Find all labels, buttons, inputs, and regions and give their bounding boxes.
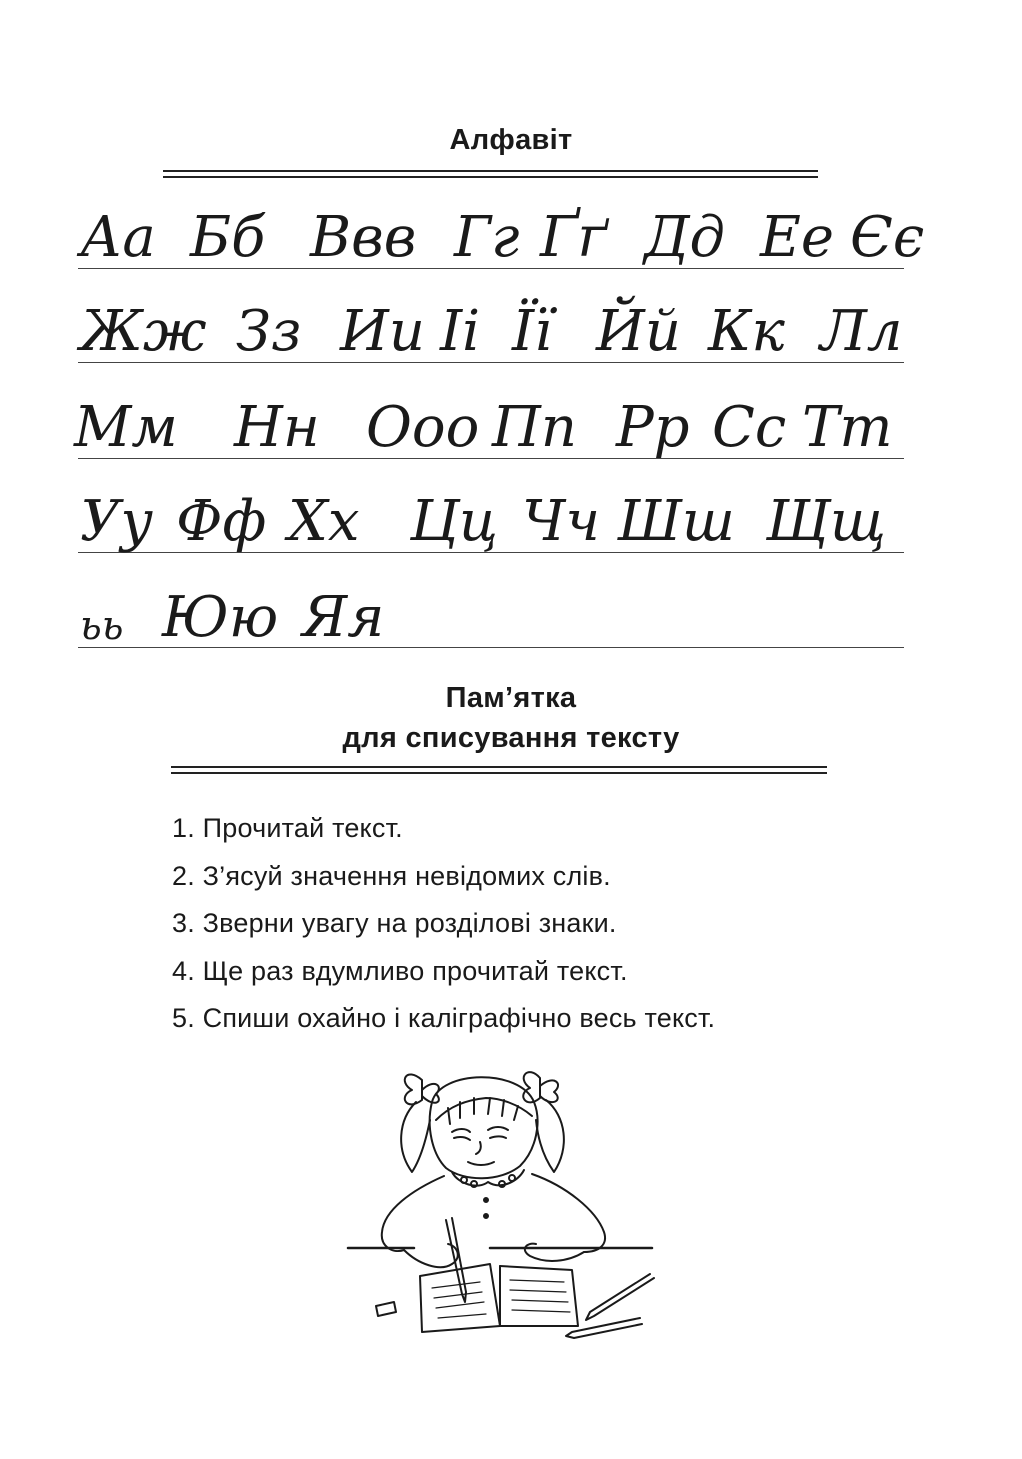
girl-writing-illustration bbox=[340, 1050, 670, 1340]
alphabet-row bbox=[72, 270, 912, 364]
letter-pair: Гг bbox=[454, 205, 520, 270]
memo-title: Пам’ятка bbox=[445, 682, 577, 714]
letter-pair: Щщ bbox=[766, 489, 886, 554]
pencil-icon bbox=[586, 1274, 654, 1320]
letter-pair: ьь bbox=[80, 603, 124, 649]
head-outline bbox=[430, 1077, 538, 1178]
eraser-icon bbox=[376, 1302, 396, 1316]
letter-pair: Ооо bbox=[366, 395, 480, 460]
alphabet-title: Алфавіт bbox=[449, 124, 573, 156]
letter-pair: Чч bbox=[522, 489, 601, 554]
letter-pair: Її bbox=[512, 299, 553, 364]
hair-bow-icon bbox=[523, 1072, 558, 1102]
cursive-alphabet bbox=[0, 0, 1022, 680]
notebook bbox=[420, 1264, 578, 1332]
letter-pair: Рр bbox=[616, 395, 690, 460]
letter-pair: Тт bbox=[802, 395, 893, 460]
letter-pair: Дд bbox=[644, 205, 726, 270]
letter-pair: Ґґ bbox=[540, 205, 608, 270]
letter-pair: Кк bbox=[708, 299, 785, 364]
alphabet-row bbox=[72, 176, 925, 270]
alphabet-row bbox=[72, 460, 912, 554]
letter-pair: Йй bbox=[596, 299, 681, 364]
letter-pair: Жж bbox=[80, 299, 207, 364]
letter-pair: Ее bbox=[760, 205, 835, 270]
letter-pair: Хх bbox=[288, 489, 360, 554]
letter-pair: Шш bbox=[618, 489, 735, 554]
list-item: 5. Спиши охайно і каліграфічно весь текст. bbox=[172, 1003, 716, 1033]
letter-pair: Юю bbox=[162, 585, 279, 650]
list-item: 3. Зверни увагу на розділові знаки. bbox=[172, 908, 617, 938]
letter-pair: Мм bbox=[74, 395, 178, 460]
memo-steps-list bbox=[172, 808, 715, 1046]
letter-pair: Іі bbox=[440, 299, 481, 364]
list-item: 2. З’ясуй значення невідомих слів. bbox=[172, 860, 611, 891]
letter-pair: Цц bbox=[410, 489, 498, 554]
alphabet-row bbox=[72, 556, 912, 650]
letter-pair: Зз bbox=[236, 299, 302, 364]
letter-pair: Лл bbox=[820, 299, 903, 364]
list-item: 1. Прочитай текст. bbox=[172, 813, 403, 843]
letter-pair: Єє bbox=[850, 205, 925, 270]
alphabet-row bbox=[72, 366, 912, 460]
letter-pair: Бб bbox=[190, 205, 266, 270]
letter-pair: Ии bbox=[340, 299, 425, 364]
hair-bow-icon bbox=[405, 1074, 439, 1104]
title-double-rule bbox=[171, 766, 827, 774]
letter-pair: Пп bbox=[492, 395, 577, 460]
letter-pair: Уу bbox=[80, 489, 153, 554]
letter-pair: Сс bbox=[712, 395, 787, 460]
letter-pair: Нн bbox=[234, 395, 320, 460]
letter-pair: Фф bbox=[176, 489, 267, 554]
list-item: 4. Ще раз вдумливо прочитай текст. bbox=[172, 955, 628, 986]
memo-subtitle: для списування тексту bbox=[342, 722, 680, 754]
letter-pair: Ввв bbox=[310, 205, 417, 270]
letter-pair: Аа bbox=[80, 205, 156, 270]
letter-pair: Яя bbox=[302, 585, 385, 650]
